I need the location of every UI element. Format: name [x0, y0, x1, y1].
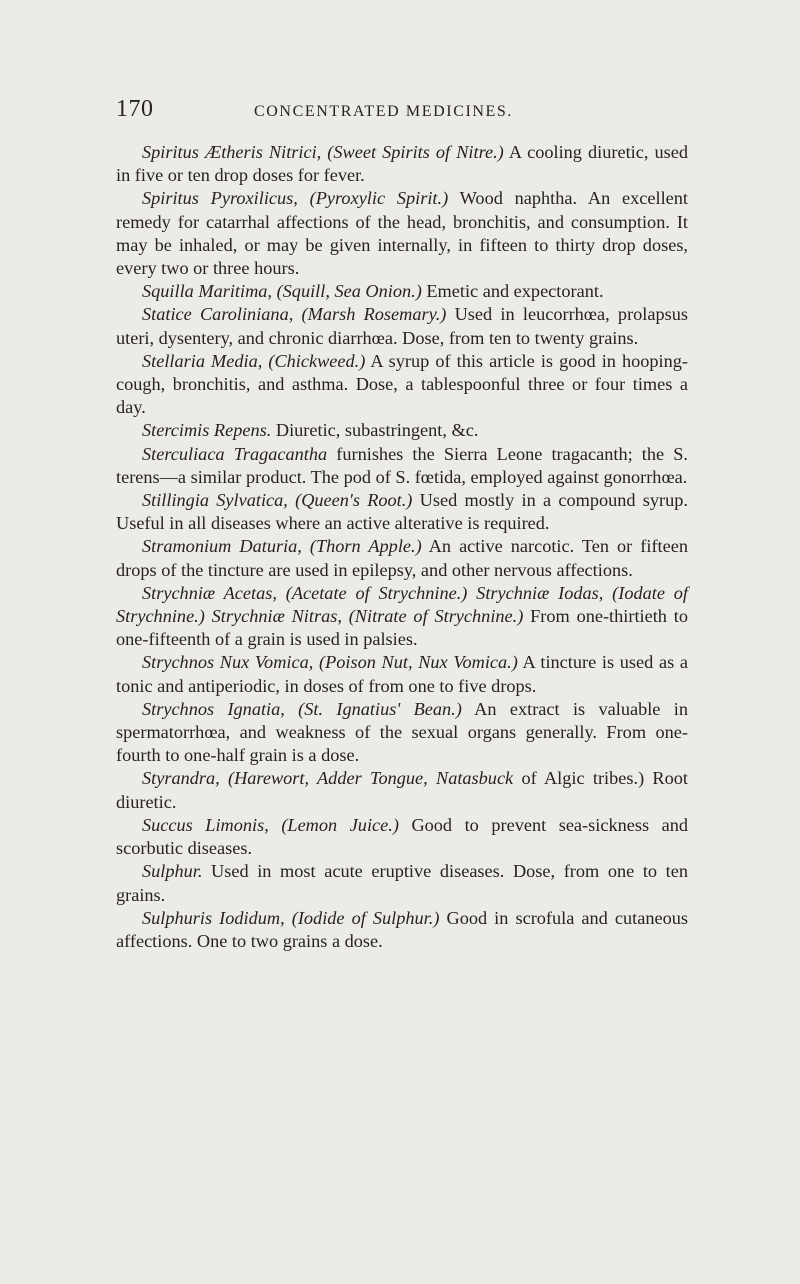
- entry-text: Used in most acute eruptive diseases. Dose, from one to ten grains.: [116, 861, 688, 905]
- entry-term: Sulphur.: [142, 861, 203, 882]
- entry-text: of Algic tribes.) Root diuretic.: [116, 768, 688, 812]
- entry-term: Succus Limonis, (Lemon Juice.): [142, 814, 399, 835]
- entry-text: Good to prevent sea-sickness and scorbutic diseases.: [116, 814, 688, 859]
- entry-term: Sulphuris Iodidum, (Iodide of Sulphur.): [142, 907, 440, 928]
- entry-term: Stillingia Sylvatica, (Queen's Root.): [142, 490, 413, 511]
- entry-squilla-maritima: [116, 280, 688, 303]
- entry-term: Styrandra, (Harewort, Adder Tongue, Natasbuck: [142, 768, 514, 789]
- entry-stramonium-daturia: [116, 535, 688, 581]
- entry-text: From one-thirtieth to one-fifteenth of a grain is used in palsies.: [116, 606, 688, 650]
- entry-term: Strychniæ Acetas, (Acetate of Strychnine.) Strychniæ Iodas, (Iodate of Strychnine.) Strychniæ Nitras, (Nitrate of Strychnine.): [116, 582, 688, 627]
- entry-text: Good in scrofula and cutaneous affections. One to two grains a dose.: [116, 907, 688, 951]
- entry-term: Strychnos Ignatia, (St. Ignatius' Bean.): [142, 698, 462, 719]
- entry-text: Diuretic, subastringent, &c.: [271, 420, 479, 441]
- entry-text: furnishes the Sierra Leone tragacanth; the S. terens—a similar product. The pod of S. fœtida, employed against gonorrhœa.: [116, 443, 688, 487]
- entry-sterculiaca-tragacantha: [116, 443, 688, 489]
- entry-term: Sterculiaca Tragacantha: [142, 443, 328, 464]
- entry-sulphuris-iodidum: [116, 907, 688, 953]
- entry-stercimis-repens: [116, 419, 688, 442]
- entry-text: Used in leucorrhœa, prolapsus uteri, dysentery, and chronic diarrhœa. Dose, from ten to twenty grains.: [116, 304, 689, 348]
- entry-term: Spiritus Ætheris Nitrici, (Sweet Spirits of Nitre.): [142, 142, 504, 162]
- entry-text: An extract is valuable in spermatorrhœa, and weakness of the sexual organs generally. From one-fourth to one-half grain is a dose.: [116, 698, 688, 766]
- entry-term: Spiritus Pyroxilicus, (Pyroxylic Spirit.): [142, 188, 449, 209]
- entry-term: Stramonium Daturia, (Thorn Apple.): [142, 536, 422, 557]
- entry-spiritus-aetheris-nitrici: [116, 141, 688, 187]
- entry-text: A syrup of this article is good in hooping-cough, bronchitis, and asthma. Dose, a tablespoonful three or four times a day.: [116, 350, 688, 418]
- entry-strychnos-nux-vomica: [116, 651, 688, 697]
- entry-text: A cooling diuretic, used in five or ten drop doses for fever.: [116, 142, 688, 186]
- page-header: [116, 96, 688, 128]
- entry-succus-limonis: [116, 814, 688, 860]
- page-body: [116, 141, 688, 953]
- entry-strychnos-ignatia: [116, 698, 688, 768]
- entry-stellaria-media: [116, 350, 688, 420]
- entry-sulphur: [116, 860, 688, 906]
- entry-styrandra: [116, 767, 688, 813]
- entry-term: Stellaria Media, (Chickweed.): [142, 350, 366, 371]
- entry-spiritus-pyroxilicus: [116, 187, 688, 280]
- entry-text: Wood naphtha. An excellent remedy for catarrhal affections of the head, bronchitis, and consumption. It may be inhaled, or may be given internally, in fifteen to thirty drop doses, every two or three hours.: [116, 188, 688, 279]
- entry-term: Squilla Maritima, (Squill, Sea Onion.): [142, 281, 422, 302]
- running-head: CONCENTRATED MEDICINES.: [254, 103, 514, 120]
- entry-term: Strychnos Nux Vomica, (Poison Nut, Nux Vomica.): [142, 652, 518, 673]
- page-number: 170: [116, 96, 154, 122]
- entry-text: Used mostly in a compound syrup. Useful in all diseases where an active alterative is required.: [116, 490, 688, 534]
- entry-term: Statice Caroliniana, (Marsh Rosemary.): [142, 304, 447, 325]
- entry-text: Emetic and expectorant.: [421, 281, 604, 302]
- entry-stillingia-sylvatica: [116, 489, 688, 535]
- entry-term: Stercimis Repens.: [142, 420, 272, 441]
- entry-statice-caroliniana: [116, 303, 688, 349]
- entry-text: An active narcotic. Ten or fifteen drops of the tincture are used in epilepsy, and other nervous affections.: [116, 536, 688, 580]
- entry-text: A tincture is used as a tonic and antiperiodic, in doses of from one to five drops.: [116, 652, 688, 696]
- entry-strychniae-salts: [116, 582, 688, 652]
